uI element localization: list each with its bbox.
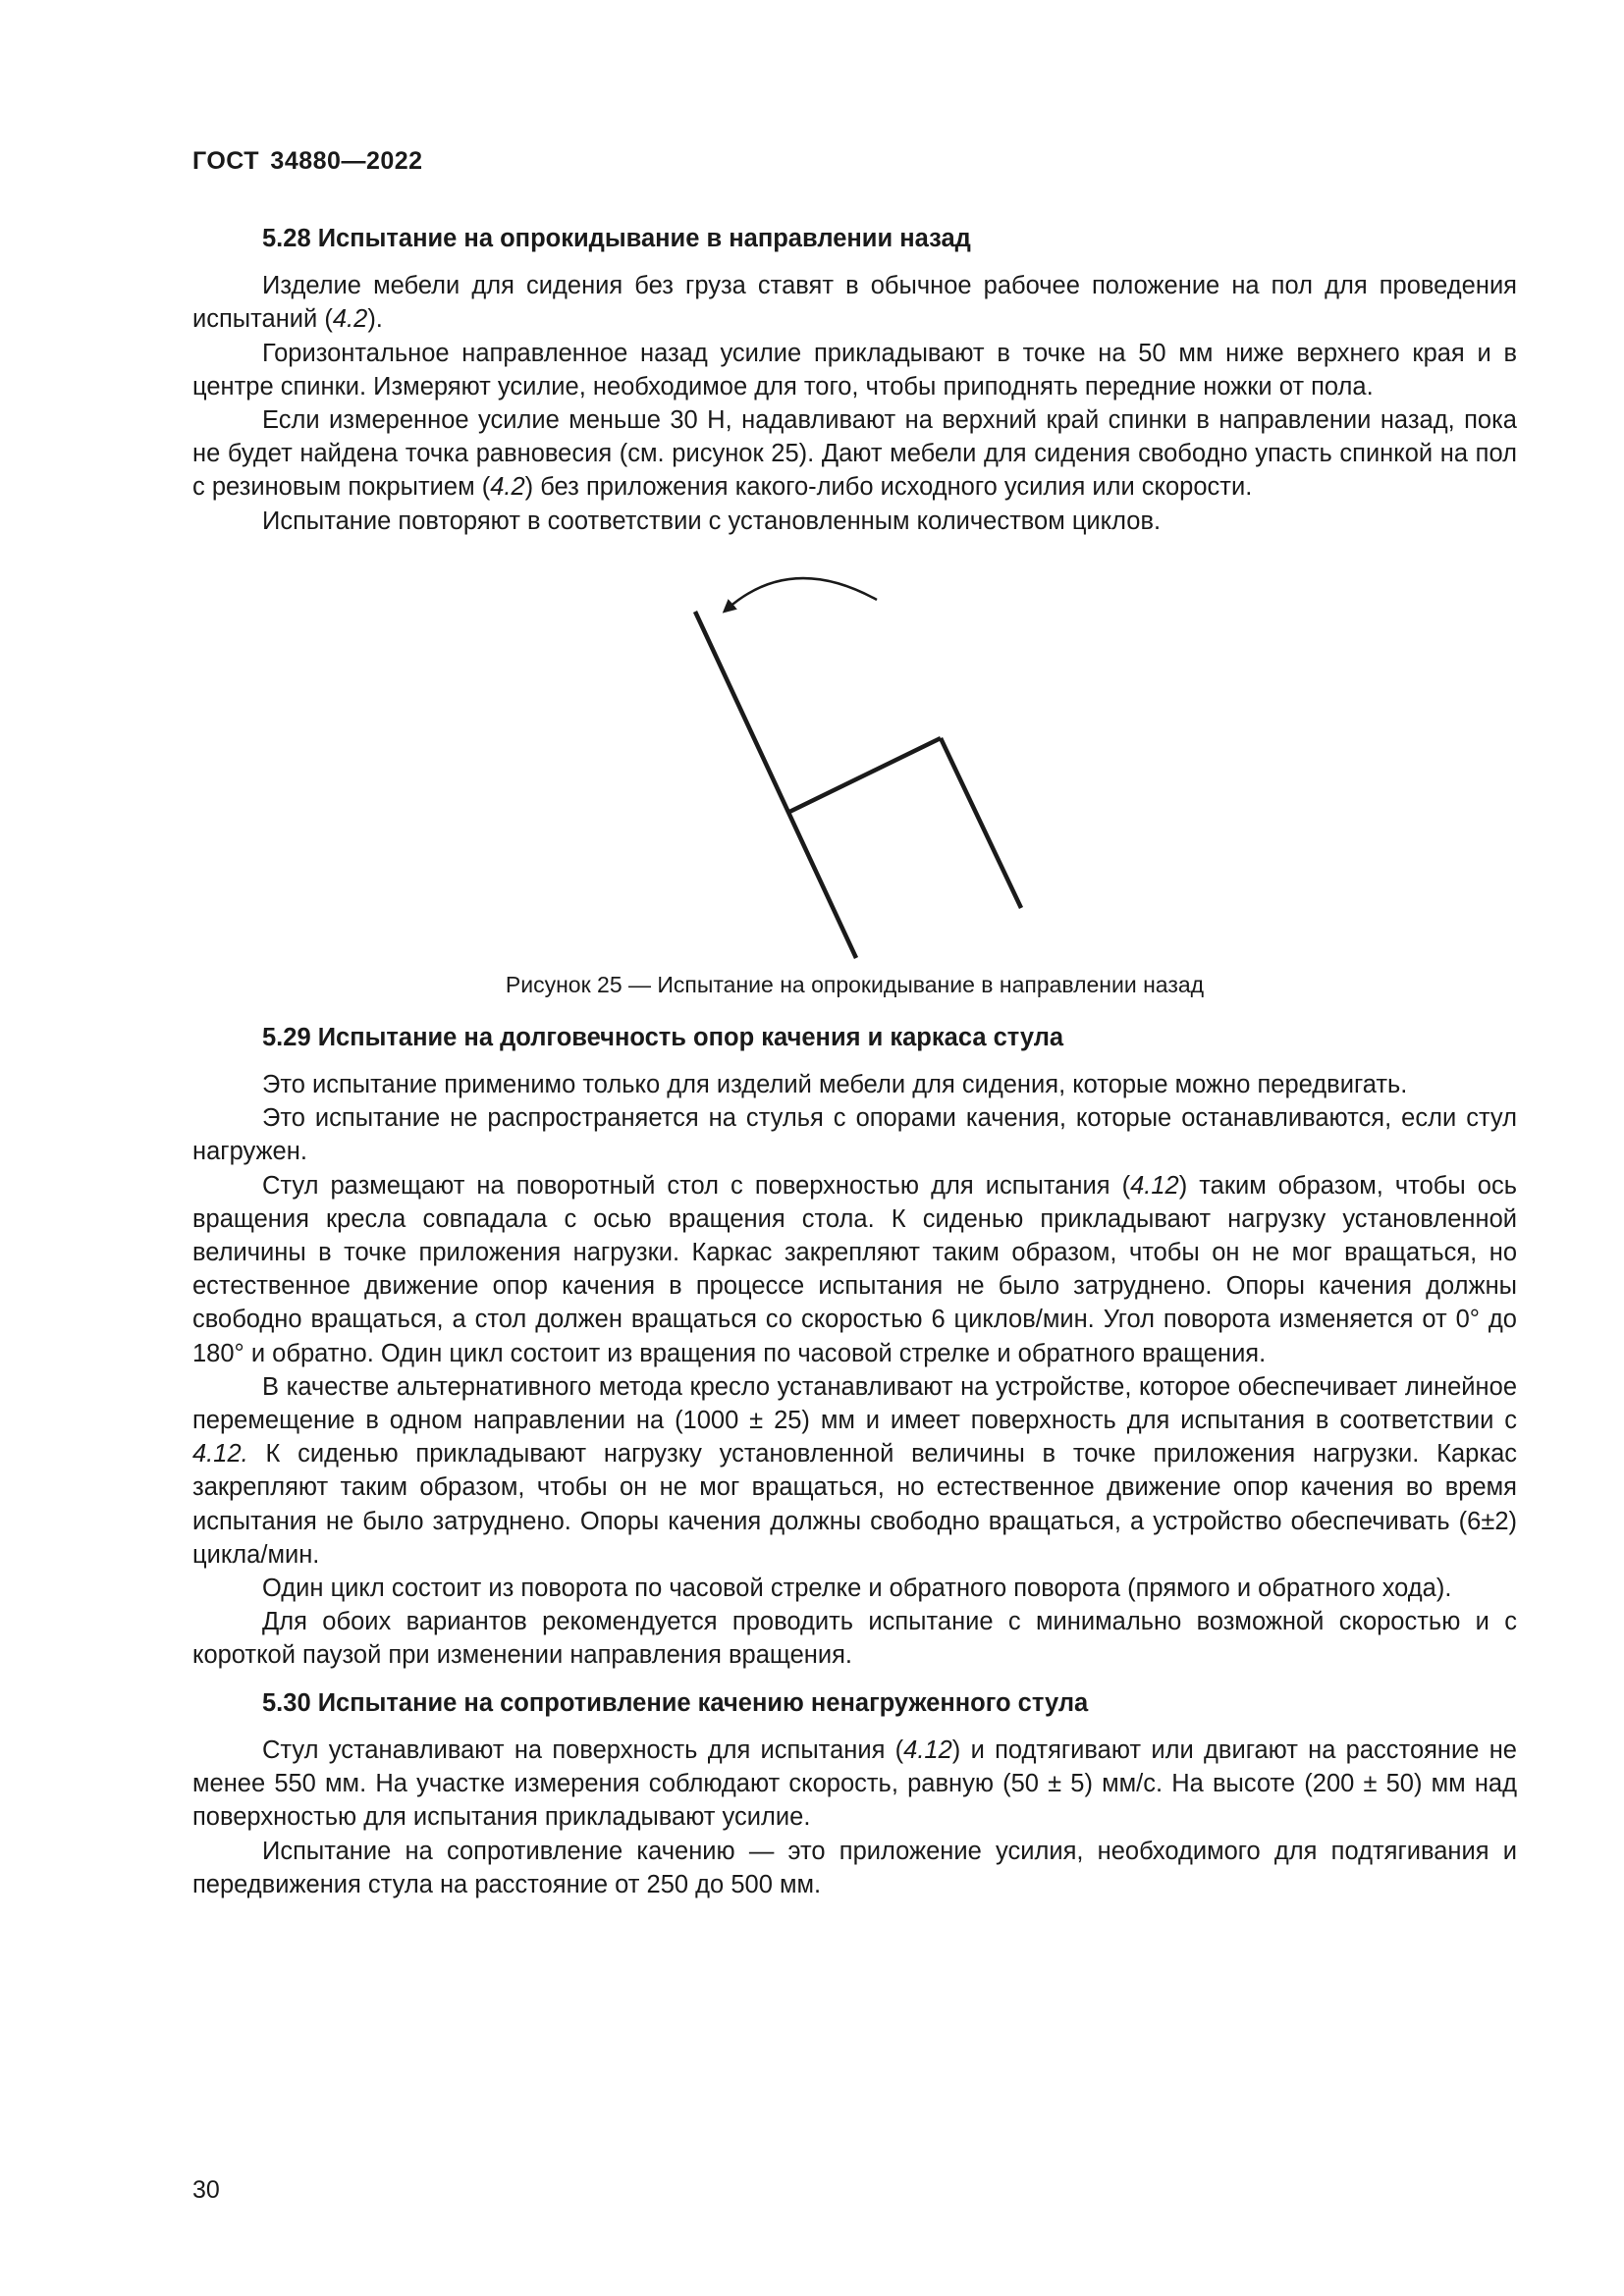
standard-header: ГОСТ 34880—2022: [192, 147, 423, 175]
section-528-paragraph-4: Испытание повторяют в соответствии с установленным количеством циклов.: [262, 507, 1162, 535]
section-529-paragraph-6: Для обоих вариантов рекомендуется проводить испытание с минимально возможной скоростью и с короткой паузой при изменении направления вращения.: [192, 1608, 1517, 1670]
section-528-paragraph-1: Изделие мебели для сидения без груза ставят в обычное рабочее положение на пол для проведения испытаний (4.2).: [192, 272, 1517, 334]
figure-25: [192, 558, 1517, 970]
section-529-paragraph-2: Это испытание не распространяется на стулья с опорами качения, которые останавливаются, если стул нагружен.: [192, 1104, 1517, 1166]
clause-reference: 4.12: [1130, 1171, 1179, 1200]
rotation-arrow: [728, 578, 877, 609]
chair-back-line: [695, 612, 856, 958]
section-529-paragraph-4: В качестве альтернативного метода кресло устанавливают на устройстве, которое обеспечивает линейное перемещение в одном направлении на (1000 ± 25) мм и имеет поверхность для испытания в соответствии с 4.12. К сиденью прикладывают нагрузку установленной величины в точке приложения нагрузки. Каркас закрепляют таким образом, чтобы он не мог вращаться, но естественное движение опор качения во время испытания не было затруднено. Опоры качения должны свободно вращаться, а устройство обеспечивать (6±2) цикла/мин.: [192, 1372, 1517, 1569]
section-530-paragraph-2: Испытание на сопротивление качению — это приложение усилия, необходимого для подтягивания и передвижения стула на расстояние от 250 до 500 мм.: [192, 1837, 1517, 1898]
section-528-paragraph-2: Горизонтальное направленное назад усилие прикладывают в точке на 50 мм ниже верхнего края и в центре спинки. Измеряют усилие, необходимое для того, чтобы приподнять передние ножки от пола.: [192, 339, 1517, 400]
chair-seat-line: [787, 738, 941, 813]
figure-25-caption: Рисунок 25 — Испытание на опрокидывание в направлении назад: [505, 971, 1205, 997]
page-number: 30: [192, 2176, 220, 2204]
clause-reference: 4.2: [332, 305, 368, 334]
chair-front-leg-line: [941, 738, 1021, 908]
section-530-title: 5.30 Испытание на сопротивление качению ненагруженного стула: [262, 1688, 1089, 1717]
section-529-paragraph-1: Это испытание применимо только для изделий мебели для сидения, которые можно передвигать.: [262, 1071, 1408, 1099]
section-529-title: 5.29 Испытание на долговечность опор качения и каркаса стула: [262, 1023, 1064, 1051]
section-528-title: 5.28 Испытание на опрокидывание в направлении назад: [262, 225, 971, 252]
clause-reference: 4.12: [903, 1735, 952, 1764]
chair-tipping-diagram: [192, 558, 1517, 970]
clause-reference: 4.2: [490, 473, 525, 502]
clause-reference: 4.12.: [192, 1440, 248, 1468]
section-528-paragraph-3: Если измеренное усилие меньше 30 Н, надавливают на верхний край спинки в направлении назад, пока не будет найдена точка равновесия (см. рисунок 25). Дают мебели для сидения свободно упасть спинкой на пол с резиновым покрытием (4.2) без приложения какого-либо исходного усилия или скорости.: [192, 406, 1517, 502]
section-529-paragraph-3: Стул размещают на поворотный стол с поверхностью для испытания (4.12) таким образом, чтобы ось вращения кресла совпадала с осью вращения стола. К сиденью прикладывают нагрузку установленной величины в точке приложения нагрузки. Каркас закрепляют таким образом, чтобы он не мог вращаться, но естественное движение опор качения в процессе испытания не было затруднено. Опоры качения должны свободно вращаться, а стол должен вращаться со скоростью 6 циклов/мин. Угол поворота изменяется от 0° до 180° и обратно. Один цикл состоит из вращения по часовой стрелке и обратного вращения.: [192, 1171, 1517, 1367]
page-content: [192, 222, 1517, 1901]
section-530-paragraph-1: Стул устанавливают на поверхность для испытания (4.12) и подтягивают или двигают на расстояние не менее 550 мм. На участке измерения соблюдают скорость, равную (50 ± 5) мм/с. На высоте (200 ± 50) мм над поверхностью для испытания прикладывают усилие.: [192, 1735, 1517, 1832]
section-529-paragraph-5: Один цикл состоит из поворота по часовой стрелке и обратного поворота (прямого и обратного хода).: [262, 1575, 1452, 1603]
